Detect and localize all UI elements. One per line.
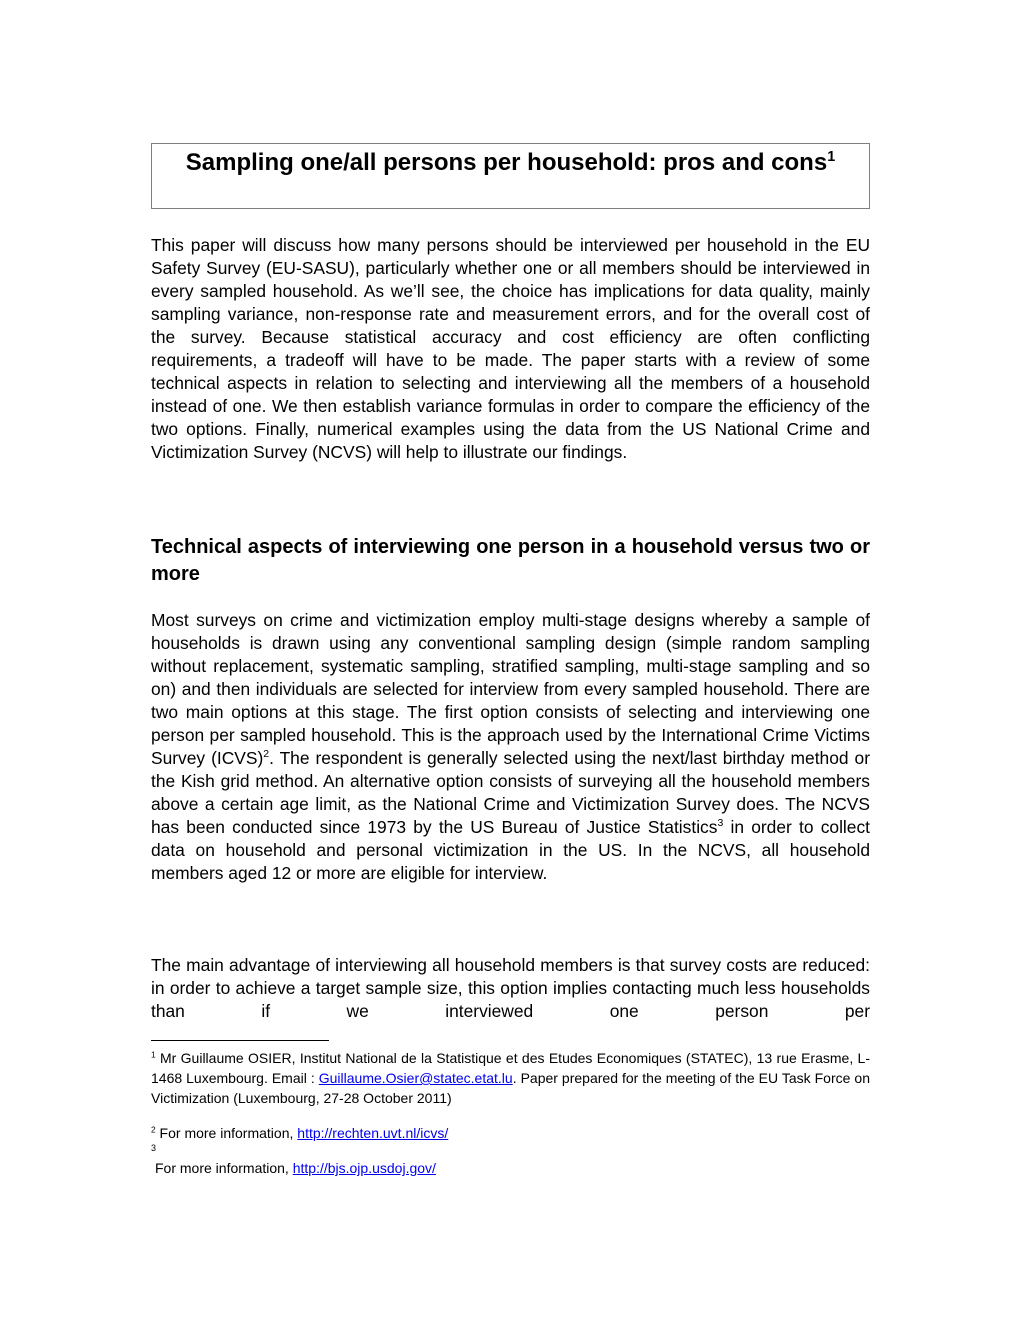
footnote-3-number: 3 xyxy=(151,1143,157,1153)
paragraph-3-text: The main advantage of interviewing all household members is that survey costs are reduced: in order to achieve a target sample size, this option implies contacting much less households than if we interviewed one person per xyxy=(151,955,870,1021)
footnote-3 xyxy=(155,1158,874,1178)
footnote-1-text: Mr Guillaume OSIER, Institut National de la Statistique et des Etudes Economiques (STATEC), 13 rue Erasme, L-1468 Luxembourg. Email : xyxy=(151,1050,870,1086)
footnote-ref-2[interactable]: 2 xyxy=(263,749,270,761)
section-heading: Technical aspects of interviewing one person in a household versus two or more xyxy=(151,536,870,585)
title-footnote-ref[interactable]: 1 xyxy=(827,149,836,165)
paragraph-2-text xyxy=(151,609,870,885)
email-link[interactable]: Guillaume.Osier@statec.etat.lu xyxy=(318,1070,513,1086)
body-paragraph-3 xyxy=(151,954,870,1023)
footnote-1-number: 1 xyxy=(151,1049,156,1060)
footnote-ref-3[interactable]: 3 xyxy=(717,818,724,830)
abstract-text: This paper will discuss how many persons should be interviewed per household in the EU Safety Survey (EU-SASU), particularly whether one or all members should be interviewed in every sampled household. As we’ll see, the choice has implications for data quality, mainly sampling variance, non-response rate and measurement errors, and for the overall cost of the survey. Because statistical accuracy and cost efficiency are often conflicting requirements, a tradeoff will have to be made. The paper starts with a review of some technical aspects in relation to selecting and interviewing all the members of a household instead of one. We then establish variance formulas in order to compare the efficiency of the two options. Finally, numerical examples using the data from the US National Crime and Victimization Survey (NCVS) will help to illustrate our findings. xyxy=(151,235,870,462)
paragraph-2-part-3: in order to collect data on household and personal victimization in the US. In the NCVS, all household members aged 12 or more are eligible for interview. xyxy=(151,817,870,883)
bjs-link[interactable]: http://bjs.ojp.usdoj.gov/ xyxy=(292,1160,436,1176)
footnote-1-text-after: . Paper prepared for the meeting of the EU Task Force on Victimization (Luxembourg, 27-28 October 2011) xyxy=(151,1070,870,1106)
title-text: Sampling one/all persons per household: pros and cons xyxy=(185,149,828,176)
document-title xyxy=(152,144,869,179)
body-paragraph-2 xyxy=(151,609,870,885)
paragraph-2-part-2: . The respondent is generally selected using the next/last birthday method or the Kish grid method. An alternative option consists of surveying all the household members above a certain age limit, as the National Crime and Victimization Survey does. The NCVS has been conducted since 1973 by the US Bureau of Justice Statistics xyxy=(151,748,870,837)
paragraph-2-part-1: Most surveys on crime and victimization employ multi-stage designs whereby a sample of households is drawn using any conventional sampling design (simple random sampling without replacement, systematic sampling, stratified sampling, multi-stage sampling and so on) and then individuals are selected for interview from every sampled household. There are two main options at this stage. The first option consists of selecting and interviewing one person per sampled household. This is the approach used by the International Crime Victims Survey (ICVS) xyxy=(151,610,870,768)
footnote-2 xyxy=(151,1123,870,1143)
footnote-3-text: For more information, xyxy=(155,1160,293,1176)
footnote-2-text: For more information, xyxy=(155,1125,298,1141)
icvs-link[interactable]: http://rechten.uvt.nl/icvs/ xyxy=(297,1125,449,1141)
footnote-separator xyxy=(151,1040,329,1041)
abstract-paragraph xyxy=(151,234,870,464)
footnote-2-number: 2 xyxy=(151,1124,156,1135)
footnote-1 xyxy=(151,1048,870,1108)
title-box xyxy=(151,143,870,209)
